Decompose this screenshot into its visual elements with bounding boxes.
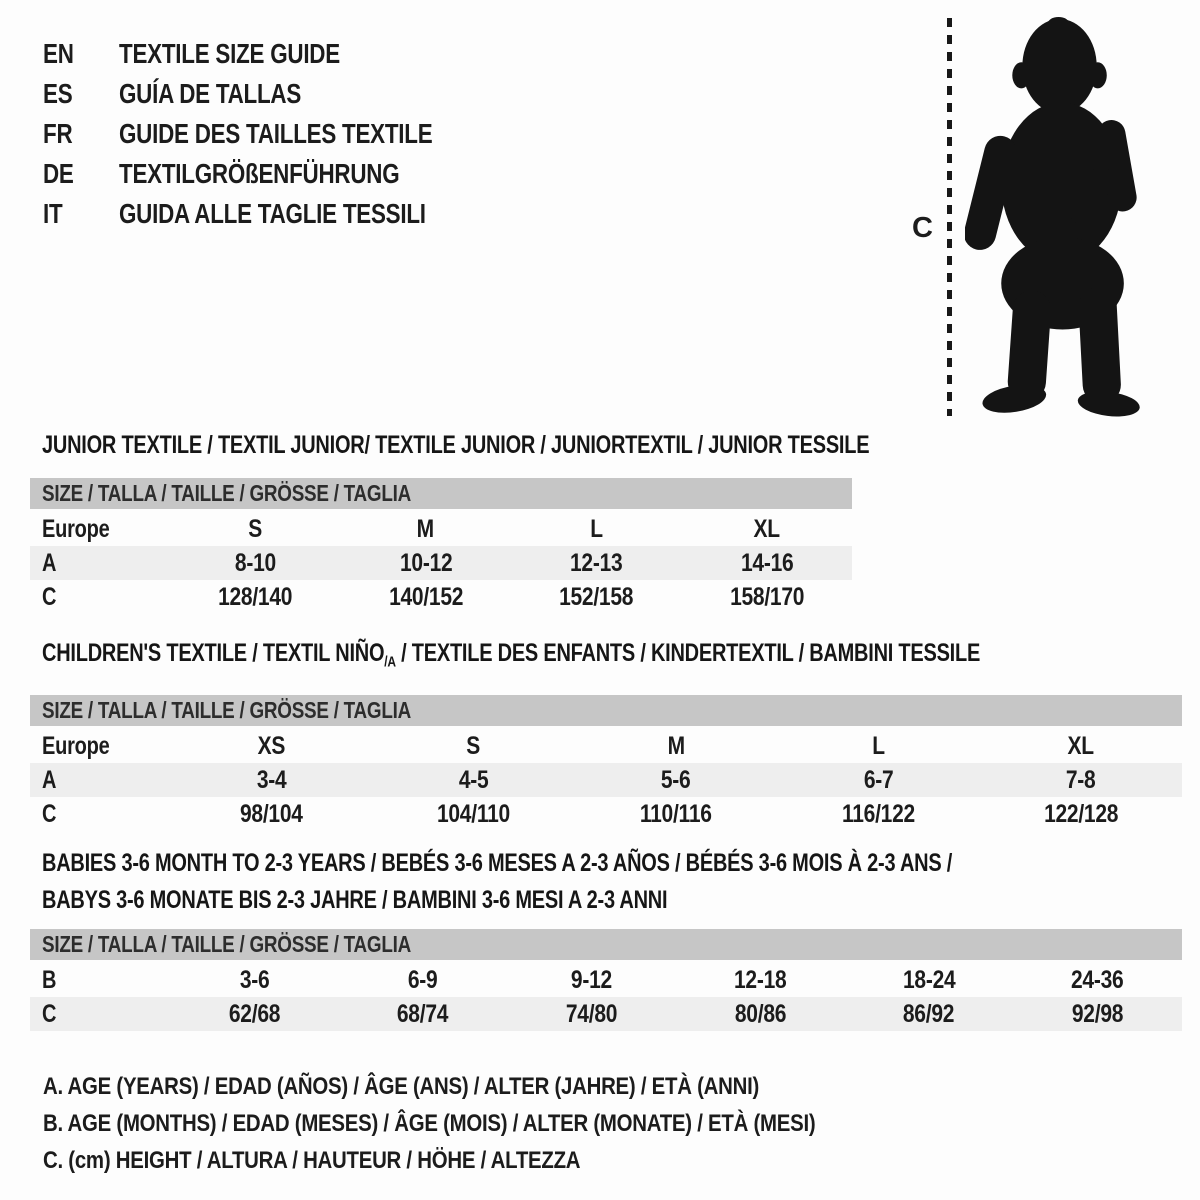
size-value: L	[589, 515, 603, 543]
table-body	[30, 695, 1182, 831]
size-cell	[372, 763, 574, 797]
title-segment: CHILDREN'S TEXTILE / TEXTIL NIÑO	[42, 639, 385, 667]
size-value: S	[248, 515, 263, 543]
table-title-line	[30, 430, 870, 460]
size-header-text: SIZE / TALLA / TAILLE / GRÖSSE / TAGLIA	[42, 480, 411, 506]
size-value: 14-16	[740, 549, 793, 577]
row-label-cell	[30, 546, 170, 580]
size-cell	[777, 729, 979, 763]
row-label-cell	[30, 512, 170, 546]
table-row	[30, 797, 1182, 831]
legend-text: C. (cm) HEIGHT / ALTURA / HAUTEUR / HÖHE / ALTEZZA	[43, 1147, 581, 1174]
row-label-cell	[30, 963, 170, 997]
language-guide-title: GUÍA DE TALLAS	[119, 78, 302, 109]
size-cell	[170, 512, 341, 546]
table-babies	[30, 845, 1182, 1031]
row-label-cell	[30, 797, 170, 831]
size-cell	[511, 546, 682, 580]
size-value: 104/110	[437, 800, 511, 829]
size-value: 3-4	[256, 766, 286, 795]
size-cell	[980, 729, 1182, 763]
table-title-text	[42, 638, 980, 677]
size-cell	[575, 797, 777, 831]
size-value: 6-7	[863, 766, 894, 795]
size-header-bar	[30, 929, 1182, 960]
table-row	[30, 580, 852, 614]
language-guide-title: TEXTILE SIZE GUIDE	[119, 38, 340, 69]
row-label: Europe	[42, 732, 110, 761]
size-value: 5-6	[661, 766, 691, 795]
table-row	[30, 763, 1182, 797]
row-label: Europe	[42, 515, 110, 543]
language-row	[43, 34, 511, 74]
title-segment: BABIES 3-6 MONTH TO 2-3 YEARS / BEBÉS 3-6 MESES A 2-3 AÑOS / BÉBÉS 3-6 MOIS À 2-3 ANS /	[42, 849, 953, 877]
size-value: S	[466, 732, 481, 761]
height-measure-line	[947, 18, 952, 416]
size-value: 116/122	[841, 800, 915, 829]
size-cell	[575, 729, 777, 763]
size-value: XL	[1067, 732, 1094, 761]
size-cell	[341, 580, 512, 614]
table-row	[30, 729, 1182, 763]
size-value: 110/116	[640, 800, 712, 829]
language-row	[43, 194, 511, 234]
size-cell	[170, 797, 372, 831]
row-label: C	[42, 800, 57, 829]
legend-text: A. AGE (YEARS) / EDAD (AÑOS) / ÂGE (ANS) / ALTER (JAHRE) / ETÀ (ANNI)	[43, 1073, 760, 1100]
size-cell	[1013, 997, 1182, 1031]
size-header-text: SIZE / TALLA / TAILLE / GRÖSSE / TAGLIA	[42, 697, 411, 724]
size-value: 86/92	[903, 1000, 955, 1028]
table-title-line	[30, 882, 1182, 919]
table-title-line	[30, 845, 1182, 882]
table-body	[30, 478, 852, 614]
language-code: IT	[43, 198, 63, 229]
size-value: 9-12	[571, 966, 613, 994]
row-label: A	[42, 766, 57, 795]
table-row	[30, 997, 1182, 1031]
title-segment: /A	[384, 653, 396, 671]
size-cell	[372, 729, 574, 763]
size-value: 128/140	[218, 583, 293, 611]
size-value: 7-8	[1065, 766, 1096, 795]
language-code: ES	[43, 78, 73, 109]
size-value: 152/158	[559, 583, 634, 611]
language-code: FR	[43, 118, 73, 149]
legend-text: B. AGE (MONTHS) / EDAD (MESES) / ÂGE (MOIS) / ALTER (MONATE) / ETÀ (MESI)	[43, 1110, 816, 1137]
size-value: 24-36	[1071, 966, 1124, 994]
size-cell	[170, 580, 341, 614]
row-label: A	[42, 549, 57, 577]
size-value: 140/152	[388, 583, 463, 611]
size-cell	[511, 512, 682, 546]
legend-line	[43, 1068, 952, 1105]
size-value: 10-12	[399, 549, 452, 577]
table-childrens-textile	[30, 638, 1182, 831]
size-value: 158/170	[729, 583, 804, 611]
measurement-legend	[43, 1068, 952, 1179]
size-cell	[1013, 963, 1182, 997]
size-value: M	[417, 515, 435, 543]
measure-label-c: C	[912, 212, 933, 244]
table-junior-textile	[30, 430, 870, 614]
row-label-cell	[30, 763, 170, 797]
size-value: 68/74	[397, 1000, 449, 1028]
row-label: B	[42, 966, 57, 994]
size-cell	[341, 512, 512, 546]
size-cell	[682, 512, 853, 546]
language-guide-title: GUIDA ALLE TAGLIE TESSILI	[119, 198, 426, 229]
size-cell	[339, 963, 508, 997]
size-cell	[339, 997, 508, 1031]
size-cell	[507, 963, 676, 997]
size-cell	[170, 963, 339, 997]
size-value: 12-18	[734, 966, 787, 994]
table-title-text	[42, 430, 869, 460]
language-title-list	[43, 34, 511, 234]
size-value: XS	[257, 732, 285, 761]
title-segment: BABYS 3-6 MONATE BIS 2-3 JAHRE / BAMBINI 3-6 MESI A 2-3 ANNI	[42, 886, 668, 914]
size-cell	[511, 580, 682, 614]
size-header-text: SIZE / TALLA / TAILLE / GRÖSSE / TAGLIA	[42, 931, 411, 957]
size-value: XL	[753, 515, 780, 543]
size-cell	[682, 546, 853, 580]
size-value: 98/104	[239, 800, 303, 829]
size-cell	[980, 763, 1182, 797]
size-cell	[980, 797, 1182, 831]
language-code: DE	[43, 158, 74, 189]
table-row	[30, 512, 852, 546]
size-cell	[777, 763, 979, 797]
language-row	[43, 74, 511, 114]
table-titles	[30, 845, 1182, 919]
size-value: 4-5	[458, 766, 489, 795]
size-cell	[777, 797, 979, 831]
table-title-line	[30, 638, 1182, 677]
size-value: 122/128	[1043, 800, 1118, 829]
size-value: L	[872, 732, 885, 761]
row-label: C	[42, 1000, 57, 1028]
baby-silhouette-icon	[965, 14, 1143, 418]
table-row	[30, 963, 1182, 997]
legend-line	[43, 1105, 952, 1142]
size-value: 18-24	[902, 966, 956, 994]
size-cell	[676, 997, 845, 1031]
size-cell	[372, 797, 574, 831]
size-value: 92/98	[1072, 1000, 1124, 1028]
title-segment: JUNIOR TEXTILE / TEXTIL JUNIOR/ TEXTILE JUNIOR / JUNIORTEXTIL / JUNIOR TESSILE	[42, 431, 870, 459]
size-cell	[341, 546, 512, 580]
size-header-bar	[30, 695, 1182, 726]
language-row	[43, 114, 511, 154]
language-code: EN	[43, 38, 74, 69]
size-cell	[170, 546, 341, 580]
table-titles	[30, 638, 1182, 677]
size-cell	[170, 997, 339, 1031]
size-cell	[682, 580, 853, 614]
size-value: 8-10	[234, 549, 276, 577]
table-titles	[30, 430, 870, 460]
row-label-cell	[30, 580, 170, 614]
table-title-text	[42, 882, 667, 919]
table-title-text	[42, 845, 952, 882]
size-cell	[845, 963, 1014, 997]
size-cell	[676, 963, 845, 997]
size-value: 3-6	[239, 966, 270, 994]
size-cell	[170, 729, 372, 763]
row-label-cell	[30, 729, 170, 763]
language-guide-title: TEXTILGRÖßENFÜHRUNG	[119, 158, 400, 189]
size-cell	[575, 763, 777, 797]
size-value: 74/80	[566, 1000, 618, 1028]
size-cell	[507, 997, 676, 1031]
table-row	[30, 546, 852, 580]
legend-line	[43, 1142, 952, 1179]
title-segment: / TEXTILE DES ENFANTS / KINDERTEXTIL / BAMBINI TESSILE	[395, 639, 981, 667]
language-row	[43, 154, 511, 194]
language-guide-title: GUIDE DES TAILLES TEXTILE	[119, 118, 433, 149]
size-cell	[845, 997, 1014, 1031]
size-cell	[170, 763, 372, 797]
row-label: C	[42, 583, 57, 611]
size-value: 62/68	[228, 1000, 280, 1028]
size-header-bar	[30, 478, 852, 509]
size-value: M	[667, 732, 685, 761]
row-label-cell	[30, 997, 170, 1031]
size-value: 6-9	[408, 966, 438, 994]
table-body	[30, 929, 1182, 1031]
size-value: 80/86	[734, 1000, 786, 1028]
size-value: 12-13	[570, 549, 623, 577]
